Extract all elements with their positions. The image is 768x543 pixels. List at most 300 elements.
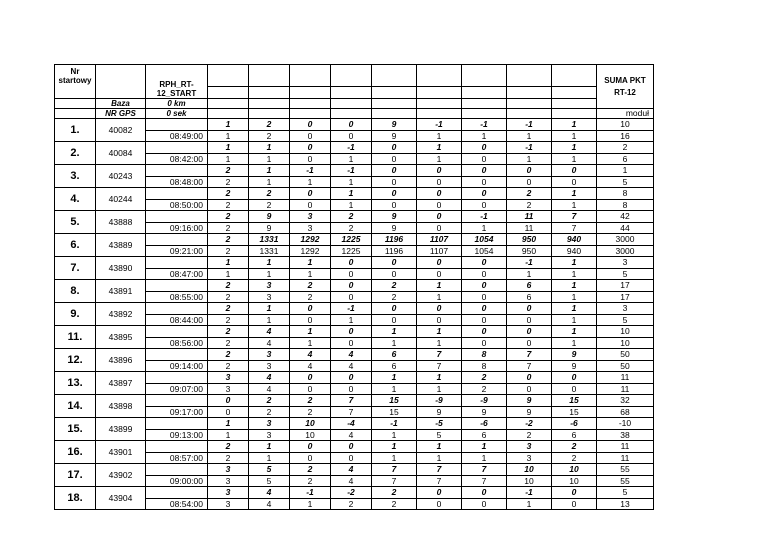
time-spacer	[146, 211, 208, 223]
score-cell: 1	[372, 372, 417, 384]
time-spacer	[146, 234, 208, 246]
modul-cell: 7	[372, 476, 417, 487]
score-cell: 0	[290, 441, 331, 453]
modul-cell: 2	[208, 177, 249, 188]
modul-cell: 0	[372, 200, 417, 211]
modul-cell: 2	[290, 407, 331, 418]
time-spacer	[146, 372, 208, 384]
score-cell: 0	[462, 280, 507, 292]
modul-cell: 10	[507, 476, 552, 487]
gps-number: 43895	[96, 326, 146, 349]
modul-cell: 0	[372, 154, 417, 165]
table-row	[55, 280, 654, 292]
score-cell: 10	[290, 418, 331, 430]
score-cell: 0	[372, 303, 417, 315]
modul-cell: 4	[331, 476, 372, 487]
time-spacer	[146, 464, 208, 476]
score-cell: 2	[208, 326, 249, 338]
sum-cell: 10	[597, 119, 654, 131]
modul-cell: 1	[372, 453, 417, 464]
modul-cell: 2	[331, 223, 372, 234]
score-cell: 2	[331, 211, 372, 223]
score-cell: 6	[507, 280, 552, 292]
score-cell: 0	[417, 211, 462, 223]
time-spacer	[146, 487, 208, 499]
score-cell: 4	[331, 464, 372, 476]
score-cell: 0	[331, 257, 372, 269]
gps-number: 43896	[96, 349, 146, 372]
modul-cell: 2	[208, 338, 249, 349]
modul-cell: 1054	[462, 246, 507, 257]
modul-cell: 4	[249, 499, 290, 510]
score-cell: -1	[507, 142, 552, 154]
score-cell: -4	[331, 418, 372, 430]
sum-cell: 55	[597, 464, 654, 476]
start-number: 5.	[55, 211, 96, 234]
score-cell: 1	[208, 257, 249, 269]
modul-cell: 3	[208, 476, 249, 487]
modul-cell: 9	[372, 223, 417, 234]
modul-cell: 1	[249, 453, 290, 464]
modul-cell: 0	[290, 384, 331, 395]
sum-cell: 8	[597, 188, 654, 200]
score-cell: 3	[290, 211, 331, 223]
start-time: 08:44:00	[146, 315, 208, 326]
sum-modul-cell: 5	[597, 315, 654, 326]
sum-modul-cell: 68	[597, 407, 654, 418]
sum-modul-cell: 38	[597, 430, 654, 441]
modul-cell: 0	[372, 315, 417, 326]
sum-cell: 42	[597, 211, 654, 223]
modul-cell: 1	[331, 200, 372, 211]
header-nr: Nr startowy	[55, 65, 96, 99]
score-cell: 2	[249, 188, 290, 200]
sum-modul-cell: 5	[597, 177, 654, 188]
modul-cell: 0	[417, 269, 462, 280]
modul-cell: 9	[462, 407, 507, 418]
header-sek: 0 sek	[146, 109, 208, 119]
score-cell: 1	[417, 142, 462, 154]
modul-cell: 1	[208, 131, 249, 142]
score-cell: 2	[208, 349, 249, 361]
modul-cell: 0	[331, 453, 372, 464]
score-cell: 1	[372, 326, 417, 338]
score-cell: 0	[208, 395, 249, 407]
score-cell: 2	[249, 395, 290, 407]
gps-number: 43890	[96, 257, 146, 280]
start-time: 09:00:00	[146, 476, 208, 487]
start-time: 09:14:00	[146, 361, 208, 372]
sum-cell: 10	[597, 326, 654, 338]
modul-cell: 0	[417, 200, 462, 211]
modul-cell: 0	[331, 269, 372, 280]
modul-cell: 0	[507, 315, 552, 326]
score-cell: 2	[208, 280, 249, 292]
modul-cell: 0	[462, 292, 507, 303]
modul-cell: 1	[417, 384, 462, 395]
header-km: 0 km	[146, 99, 208, 109]
score-cell: 3	[507, 441, 552, 453]
gps-number: 43899	[96, 418, 146, 441]
modul-cell: 4	[331, 361, 372, 372]
score-cell: 0	[417, 303, 462, 315]
modul-cell: 2	[507, 200, 552, 211]
modul-cell: 0	[507, 338, 552, 349]
score-cell: 9	[552, 349, 597, 361]
sum-modul-cell: 11	[597, 453, 654, 464]
start-time: 08:49:00	[146, 131, 208, 142]
score-cell: 1	[552, 257, 597, 269]
score-cell: 0	[372, 188, 417, 200]
score-cell: -1	[462, 211, 507, 223]
score-cell: 2	[372, 280, 417, 292]
score-cell: 9	[372, 119, 417, 131]
modul-cell: 2	[331, 499, 372, 510]
score-cell: 0	[331, 326, 372, 338]
score-cell: 0	[417, 487, 462, 499]
score-cell: 1	[249, 142, 290, 154]
score-cell: 0	[552, 165, 597, 177]
score-cell: -1	[290, 487, 331, 499]
start-number: 4.	[55, 188, 96, 211]
modul-cell: 2	[290, 292, 331, 303]
start-number: 1.	[55, 119, 96, 142]
modul-cell: 7	[552, 223, 597, 234]
modul-cell: 1	[417, 453, 462, 464]
score-cell: 10	[552, 464, 597, 476]
score-cell: -2	[331, 487, 372, 499]
modul-cell: 1	[552, 292, 597, 303]
modul-cell: 0	[462, 177, 507, 188]
score-cell: 2	[249, 119, 290, 131]
score-cell: 0	[417, 188, 462, 200]
gps-number: 43892	[96, 303, 146, 326]
score-cell: 1	[249, 257, 290, 269]
modul-cell: 1	[552, 131, 597, 142]
modul-cell: 0	[290, 131, 331, 142]
modul-cell: 1	[507, 269, 552, 280]
start-time: 09:16:00	[146, 223, 208, 234]
table-row	[55, 418, 654, 430]
scores-table	[54, 64, 654, 510]
modul-cell: 2	[249, 407, 290, 418]
modul-cell: 1	[372, 384, 417, 395]
modul-cell: 3	[208, 384, 249, 395]
modul-cell: 1	[249, 315, 290, 326]
sum-modul-cell: 10	[597, 338, 654, 349]
gps-number: 43889	[96, 234, 146, 257]
score-cell: 2	[208, 211, 249, 223]
start-time: 08:55:00	[146, 292, 208, 303]
score-cell: -1	[372, 418, 417, 430]
score-cell: 2	[208, 441, 249, 453]
time-spacer	[146, 165, 208, 177]
sum-modul-cell: 13	[597, 499, 654, 510]
score-cell: -1	[331, 142, 372, 154]
table-row	[55, 395, 654, 407]
modul-cell: 2	[208, 292, 249, 303]
modul-cell: 7	[462, 476, 507, 487]
score-cell: 0	[417, 165, 462, 177]
modul-cell: 0	[462, 499, 507, 510]
modul-cell: 11	[507, 223, 552, 234]
start-number: 18.	[55, 487, 96, 510]
gps-number: 40084	[96, 142, 146, 165]
modul-cell: 2	[507, 430, 552, 441]
score-cell: 0	[462, 165, 507, 177]
modul-cell: 1	[417, 131, 462, 142]
score-cell: 1	[552, 303, 597, 315]
sum-cell: 3	[597, 257, 654, 269]
modul-cell: 0	[417, 499, 462, 510]
sum-modul-cell: 55	[597, 476, 654, 487]
score-cell: 2	[372, 487, 417, 499]
header-gps: NR GPS	[96, 109, 146, 119]
gps-number: 40243	[96, 165, 146, 188]
score-cell: 7	[507, 349, 552, 361]
modul-cell: 1196	[372, 246, 417, 257]
score-cell: 7	[462, 464, 507, 476]
modul-cell: 0	[462, 200, 507, 211]
header-rph: RPH_RT-12_START	[146, 65, 208, 99]
modul-cell: 1	[507, 154, 552, 165]
sum-modul-cell: 11	[597, 384, 654, 395]
gps-number: 43904	[96, 487, 146, 510]
gps-number: 43898	[96, 395, 146, 418]
modul-cell: 5	[417, 430, 462, 441]
score-cell: -9	[462, 395, 507, 407]
start-time: 08:42:00	[146, 154, 208, 165]
start-number: 7.	[55, 257, 96, 280]
header-suma: SUMA PKT RT-12	[597, 65, 654, 109]
time-spacer	[146, 349, 208, 361]
score-cell: 1	[462, 441, 507, 453]
score-cell: 0	[507, 372, 552, 384]
time-spacer	[146, 395, 208, 407]
modul-cell: 1	[290, 177, 331, 188]
modul-cell: 5	[249, 476, 290, 487]
score-cell: 2	[290, 280, 331, 292]
score-cell: 1	[417, 280, 462, 292]
modul-cell: 15	[372, 407, 417, 418]
start-number: 8.	[55, 280, 96, 303]
score-cell: 1225	[331, 234, 372, 246]
score-cell: 15	[372, 395, 417, 407]
modul-cell: 0	[331, 131, 372, 142]
gps-number: 43897	[96, 372, 146, 395]
score-cell: 3	[249, 418, 290, 430]
score-cell: -1	[331, 303, 372, 315]
modul-cell: 0	[462, 269, 507, 280]
gps-number: 43888	[96, 211, 146, 234]
modul-cell: 0	[552, 384, 597, 395]
start-time: 09:21:00	[146, 246, 208, 257]
modul-cell: 2	[208, 361, 249, 372]
sum-cell: 11	[597, 372, 654, 384]
modul-cell: 3	[249, 430, 290, 441]
modul-cell: 1	[290, 269, 331, 280]
table-row	[55, 188, 654, 200]
gps-number: 40082	[96, 119, 146, 142]
start-time: 09:17:00	[146, 407, 208, 418]
modul-cell: 950	[507, 246, 552, 257]
gps-number: 43901	[96, 441, 146, 464]
sum-cell: 32	[597, 395, 654, 407]
modul-cell: 1	[331, 154, 372, 165]
modul-cell: 6	[462, 430, 507, 441]
score-cell: -2	[507, 418, 552, 430]
modul-cell: 1	[249, 269, 290, 280]
score-cell: 1	[290, 326, 331, 338]
score-cell: 0	[290, 142, 331, 154]
modul-cell: 1	[417, 292, 462, 303]
score-cell: 0	[462, 326, 507, 338]
modul-cell: 1	[331, 315, 372, 326]
modul-cell: 0	[331, 338, 372, 349]
score-cell: 2	[462, 372, 507, 384]
modul-cell: 6	[552, 430, 597, 441]
modul-cell: 9	[552, 361, 597, 372]
sum-cell: 17	[597, 280, 654, 292]
table-row	[55, 487, 654, 499]
modul-cell: 0	[462, 315, 507, 326]
time-spacer	[146, 280, 208, 292]
score-cell: 0	[331, 372, 372, 384]
modul-cell: 3	[249, 361, 290, 372]
modul-cell: 1107	[417, 246, 462, 257]
time-spacer	[146, 303, 208, 315]
score-cell: 11	[507, 211, 552, 223]
modul-cell: 0	[417, 223, 462, 234]
score-cell: -1	[507, 487, 552, 499]
score-cell: 4	[290, 349, 331, 361]
start-number: 6.	[55, 234, 96, 257]
sum-modul-cell: 6	[597, 154, 654, 165]
score-cell: 1331	[249, 234, 290, 246]
score-cell: 0	[372, 257, 417, 269]
sum-modul-cell: 16	[597, 131, 654, 142]
sum-cell: 3000	[597, 234, 654, 246]
gps-number: 40244	[96, 188, 146, 211]
modul-cell: 0	[372, 269, 417, 280]
score-cell: 2	[208, 234, 249, 246]
modul-cell: 1	[372, 430, 417, 441]
table-row	[55, 165, 654, 177]
start-time: 08:47:00	[146, 269, 208, 280]
modul-cell: 2	[249, 131, 290, 142]
modul-cell: 0	[331, 292, 372, 303]
modul-cell: 0	[372, 177, 417, 188]
modul-cell: 9	[507, 407, 552, 418]
score-cell: 7	[552, 211, 597, 223]
modul-cell: 3	[208, 499, 249, 510]
score-cell: 5	[249, 464, 290, 476]
score-cell: 7	[372, 464, 417, 476]
score-cell: 0	[507, 326, 552, 338]
table-row	[55, 326, 654, 338]
score-cell: 9	[507, 395, 552, 407]
start-number: 15.	[55, 418, 96, 441]
score-cell: -1	[507, 257, 552, 269]
modul-cell: 4	[249, 384, 290, 395]
score-cell: -1	[290, 165, 331, 177]
score-cell: 6	[372, 349, 417, 361]
modul-cell: 8	[462, 361, 507, 372]
modul-cell: 0	[331, 384, 372, 395]
sum-cell: 1	[597, 165, 654, 177]
score-cell: 4	[249, 372, 290, 384]
sum-modul-cell: 3000	[597, 246, 654, 257]
modul-cell: 6	[507, 292, 552, 303]
score-cell: 2	[208, 165, 249, 177]
score-cell: 1	[249, 441, 290, 453]
modul-cell: 7	[417, 476, 462, 487]
start-number: 12.	[55, 349, 96, 372]
modul-cell: 2	[249, 200, 290, 211]
modul-cell: 1	[507, 131, 552, 142]
score-cell: 0	[507, 165, 552, 177]
score-cell: 0	[462, 303, 507, 315]
modul-cell: 1	[417, 338, 462, 349]
score-cell: 0	[462, 188, 507, 200]
score-cell: 1	[372, 441, 417, 453]
modul-cell: 3	[290, 223, 331, 234]
modul-cell: 1	[462, 453, 507, 464]
modul-cell: 1	[552, 200, 597, 211]
modul-cell: 0	[208, 407, 249, 418]
modul-cell: 0	[417, 177, 462, 188]
start-time: 08:48:00	[146, 177, 208, 188]
modul-cell: 3	[507, 453, 552, 464]
score-cell: 0	[462, 487, 507, 499]
score-cell: 1	[331, 188, 372, 200]
start-time: 08:57:00	[146, 453, 208, 464]
score-cell: 2	[552, 441, 597, 453]
score-cell: 15	[552, 395, 597, 407]
score-cell: 1	[552, 280, 597, 292]
modul-cell: 0	[507, 177, 552, 188]
score-cell: 1292	[290, 234, 331, 246]
modul-cell: 1	[552, 269, 597, 280]
time-spacer	[146, 326, 208, 338]
modul-cell: 3	[249, 292, 290, 303]
modul-cell: 1	[462, 223, 507, 234]
modul-cell: 1	[208, 154, 249, 165]
modul-cell: 4	[249, 338, 290, 349]
score-cell: 0	[331, 119, 372, 131]
sum-modul-cell: 8	[597, 200, 654, 211]
header-modul: moduł	[597, 109, 654, 119]
modul-cell: 0	[290, 200, 331, 211]
start-number: 11.	[55, 326, 96, 349]
modul-cell: 1	[290, 338, 331, 349]
score-cell: 7	[331, 395, 372, 407]
score-cell: -5	[417, 418, 462, 430]
modul-cell: 1	[331, 177, 372, 188]
modul-cell: 1	[249, 177, 290, 188]
time-spacer	[146, 142, 208, 154]
score-cell: 0	[462, 142, 507, 154]
start-time: 08:56:00	[146, 338, 208, 349]
modul-cell: 2	[372, 292, 417, 303]
modul-cell: 2	[208, 246, 249, 257]
score-cell: 0	[331, 441, 372, 453]
score-cell: 1	[417, 372, 462, 384]
start-time: 08:50:00	[146, 200, 208, 211]
gps-number: 43902	[96, 464, 146, 487]
modul-cell: 7	[331, 407, 372, 418]
sum-cell: 2	[597, 142, 654, 154]
